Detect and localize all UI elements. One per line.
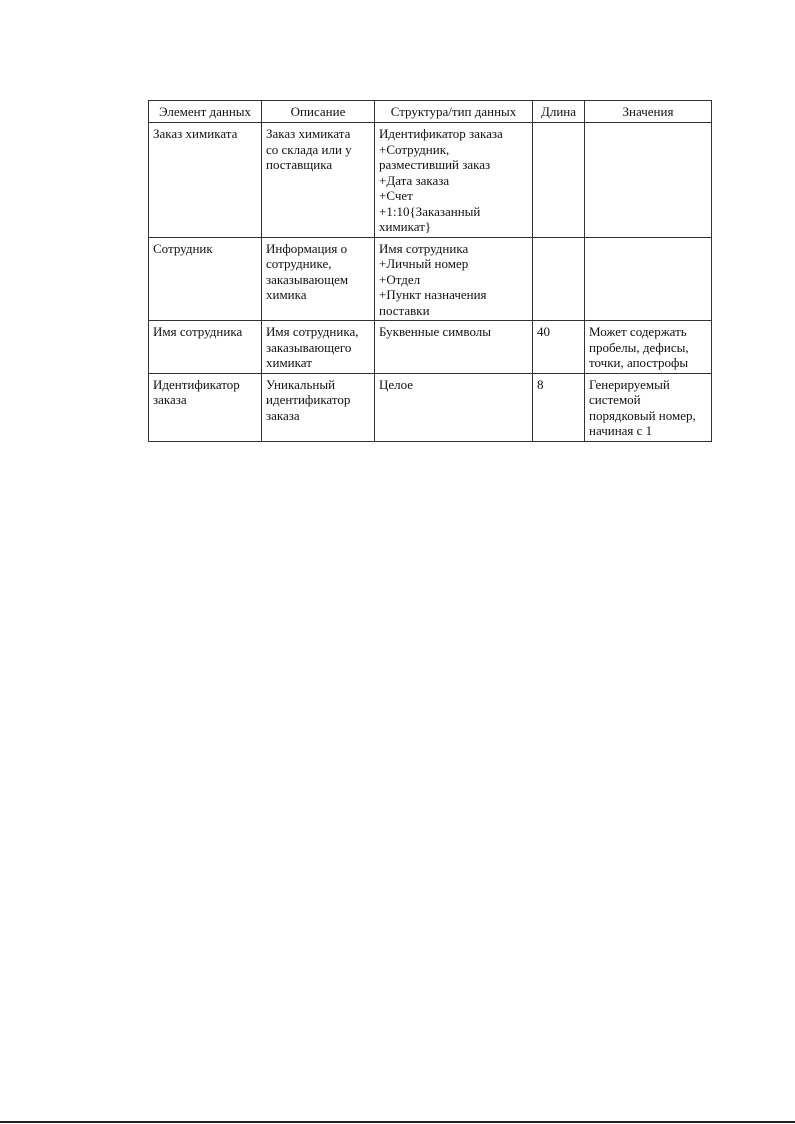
cell-line: поставки [379, 302, 430, 318]
table-row [149, 321, 712, 374]
cell-line: Может содержать [589, 324, 687, 339]
cell-line: +Отдел [379, 271, 421, 287]
cell-description [262, 373, 375, 441]
header-element: Элемент данных [149, 101, 262, 123]
cell-length [533, 123, 585, 238]
cell-description [262, 123, 375, 238]
header-structure: Структура/тип данных [375, 101, 533, 123]
cell-line: +Сотрудник, [379, 141, 450, 157]
cell-line: химикат [266, 355, 312, 370]
header-description: Описание [262, 101, 375, 123]
table-row [149, 237, 712, 321]
cell-values [585, 321, 712, 374]
cell-line: заказывающем [266, 271, 349, 287]
cell-values [585, 237, 712, 321]
cell-description [262, 237, 375, 321]
cell-line: 40 [537, 324, 550, 339]
cell-values [585, 373, 712, 441]
cell-line: разместивший заказ [379, 157, 491, 172]
cell-line: Генерируемый [589, 376, 670, 392]
cell-length [533, 321, 585, 374]
cell-line: заказа [153, 392, 187, 407]
table-row [149, 373, 712, 441]
cell-description [262, 321, 375, 374]
header-row [149, 101, 712, 123]
cell-structure [375, 321, 533, 374]
cell-line: +Счет [379, 188, 413, 203]
cell-element [149, 321, 262, 374]
cell-line: химикат} [379, 219, 432, 234]
cell-line: Идентификатор заказа [379, 126, 503, 141]
cell-element [149, 373, 262, 441]
cell-line: точки, апострофы [589, 355, 689, 370]
cell-line: Имя сотрудника [379, 240, 469, 256]
cell-line: Заказ химиката [266, 126, 351, 141]
data-dictionary-table [148, 100, 712, 442]
cell-line: начиная с 1 [589, 423, 653, 438]
cell-line: 8 [537, 376, 544, 392]
cell-structure [375, 123, 533, 238]
table-row [149, 123, 712, 238]
cell-line: поставщика [266, 157, 333, 172]
cell-values [585, 123, 712, 238]
cell-line: системой [589, 392, 641, 407]
table-body [149, 123, 712, 442]
cell-line: пробелы, дефисы, [589, 339, 689, 355]
cell-element [149, 123, 262, 238]
cell-line: заказа [266, 407, 300, 423]
header-length: Длина [533, 101, 585, 123]
cell-length [533, 237, 585, 321]
cell-line: заказывающего [266, 339, 352, 355]
cell-line: Буквенные символы [379, 324, 492, 339]
cell-line: Имя сотрудника [153, 324, 243, 339]
header-values: Значения [585, 101, 712, 123]
cell-structure [375, 373, 533, 441]
cell-line: Сотрудник [153, 240, 213, 256]
cell-line: Уникальный [266, 376, 336, 392]
cell-structure [375, 237, 533, 321]
cell-element [149, 237, 262, 321]
cell-line: Заказ химиката [153, 126, 238, 141]
cell-line: Целое [379, 376, 414, 392]
cell-line: Имя сотрудника, [266, 324, 359, 339]
cell-line: сотруднике, [266, 256, 332, 271]
cell-line: +Личный номер [379, 256, 469, 271]
cell-line: Информация о [266, 240, 348, 256]
cell-line: +Пункт назначения [379, 287, 487, 302]
cell-line: со склада или у [266, 141, 352, 157]
cell-line: +Дата заказа [379, 172, 450, 188]
cell-length [533, 373, 585, 441]
table-header [149, 101, 712, 123]
cell-line: порядковый номер, [589, 407, 696, 423]
cell-line: +1:10{Заказанный [379, 203, 481, 219]
cell-line: идентификатор [266, 392, 351, 407]
page-bottom-rule [0, 1121, 795, 1123]
cell-line: Идентификатор [153, 376, 240, 392]
cell-line: химика [266, 287, 307, 302]
